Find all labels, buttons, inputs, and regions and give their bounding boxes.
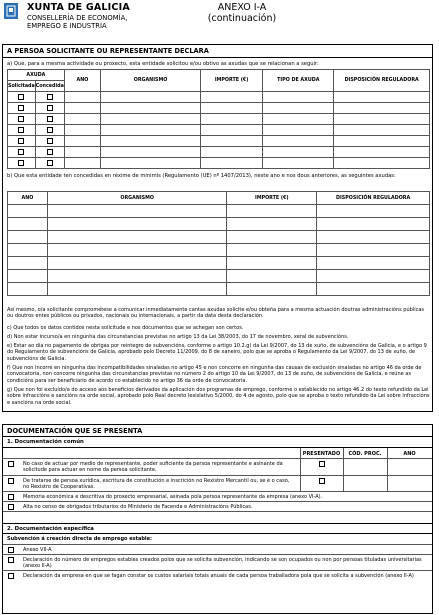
col-cod-proc: CÓD. PROC. <box>348 451 382 457</box>
minimis-table-row <box>8 218 430 231</box>
doc-checkbox[interactable] <box>8 547 14 553</box>
table-cell[interactable] <box>8 283 48 296</box>
documentation-section <box>2 424 433 614</box>
table-cell[interactable] <box>101 147 201 158</box>
table-cell[interactable] <box>263 114 334 125</box>
table-cell[interactable] <box>334 103 430 114</box>
concedida-checkbox-cell[interactable] <box>35 92 64 103</box>
concedida-checkbox-cell[interactable] <box>35 114 64 125</box>
table-cell[interactable] <box>227 283 317 296</box>
department-name: CONSELLERÍA DE ECONOMÍA, EMPREGO E INDUSTRIA <box>27 14 128 30</box>
aid-table-row <box>8 103 430 114</box>
doc-row <box>3 545 432 555</box>
specific-docs-label: Subvención á creación directa de emprego estable: <box>3 534 432 545</box>
minimis-table <box>7 191 430 296</box>
table-cell[interactable] <box>263 125 334 136</box>
doc-row <box>3 502 432 512</box>
section-title: A PERSOA SOLICITANTE OU REPRESENTANTE DECLARA <box>3 45 432 58</box>
table-cell[interactable] <box>101 103 201 114</box>
checkbox[interactable] <box>18 127 24 133</box>
checkbox[interactable] <box>47 105 53 111</box>
table-cell[interactable] <box>47 231 227 244</box>
table-cell[interactable] <box>263 103 334 114</box>
table-cell[interactable] <box>201 158 263 169</box>
doc-checkbox[interactable] <box>8 573 14 579</box>
solicitada-checkbox-cell[interactable] <box>8 103 36 114</box>
col-concedida: Concedida <box>35 81 64 92</box>
doc-label: Declaración do número de empregos estables creados polos que se solicita subvención, indicando se son ocupados ou non por persoas tituladas universitarias (anexo II-A) <box>23 556 422 569</box>
table-cell[interactable] <box>227 270 317 283</box>
aid-group-header: AXUDA <box>8 70 65 81</box>
checkbox[interactable] <box>18 116 24 122</box>
table-cell[interactable] <box>8 218 48 231</box>
statement-c: c) Que todos os datos contidos nesta solicitude e nos documentos que se achegan son certos. <box>7 325 244 331</box>
table-cell[interactable] <box>101 125 201 136</box>
doc-label: Memoria económica e descritiva do proxecto empresarial, asinada pola persoa representante da empresa (anexo VI-A). <box>23 493 323 500</box>
doc-label: Declaración da empresa en que se fagan constar os custos salariais totais anuais de cada persoa traballadora pola que se solicita a subvención (anexo II-A) <box>23 572 414 579</box>
checkbox[interactable] <box>18 138 24 144</box>
table-cell[interactable] <box>64 114 100 125</box>
table-cell[interactable] <box>334 92 430 103</box>
aid-table-row <box>8 92 430 103</box>
table-cell[interactable] <box>263 158 334 169</box>
minimis-table-row <box>8 257 430 270</box>
table-cell[interactable] <box>201 136 263 147</box>
presented-checkbox[interactable] <box>319 461 325 467</box>
specific-docs-header: 2. Documentación específica <box>3 523 432 534</box>
doc-label: No caso de actuar por medio de representante, poder suficiente da persoa representante e asinante da solicitude para actuar en nome da persoa solicitante. <box>23 460 283 473</box>
table-cell[interactable] <box>64 158 100 169</box>
minimis-table-row <box>8 270 430 283</box>
concedida-checkbox-cell[interactable] <box>35 125 64 136</box>
col-ano: ANO <box>8 192 48 205</box>
table-cell[interactable] <box>201 92 263 103</box>
aid-table-row <box>8 125 430 136</box>
doc-checkbox[interactable] <box>8 494 14 500</box>
table-cell[interactable] <box>334 147 430 158</box>
table-cell[interactable] <box>317 218 430 231</box>
annex-title: ANEXO I-A (continuación) <box>207 2 277 24</box>
col-importe: IMPORTE (€) <box>227 192 317 205</box>
solicitada-checkbox-cell[interactable] <box>8 147 36 158</box>
presented-checkbox[interactable] <box>319 478 325 484</box>
table-cell[interactable] <box>317 270 430 283</box>
checkbox[interactable] <box>18 160 24 166</box>
col-tipo: TIPO DE AXUDA <box>263 70 334 92</box>
table-cell[interactable] <box>101 158 201 169</box>
doc-label: De tratarse de persoa xurídica, escritura de constitución e inscrición no Rexistro Mercantil ou, se é o caso, no Rexistro de Cooperativas. <box>23 477 290 490</box>
minimis-table-row <box>8 283 430 296</box>
doc-checkbox[interactable] <box>8 557 14 563</box>
solicitada-checkbox-cell[interactable] <box>8 114 36 125</box>
table-cell[interactable] <box>8 244 48 257</box>
aid-table-row <box>8 136 430 147</box>
concedida-checkbox-cell[interactable] <box>35 103 64 114</box>
statement-e: e) Estar ao día no pagamento de obrigas por reintegro de subvencións, conforme o artigo 10.2.g) da Lei 9/2007, do 13 de xuño, de subvencións de Galicia, e o artigo 9 do Regulamento de subvencións de Galicia, aprobado polo Decreto 11/2009, do 8 de xaneiro, polo que se aproba o Regulamento da Lei 9/2007, do 13 de xuño, de subvencións de Galicia. <box>7 343 427 362</box>
doc-row <box>3 571 432 587</box>
table-cell[interactable] <box>64 103 100 114</box>
aid-table-row <box>8 114 430 125</box>
table-cell[interactable] <box>101 136 201 147</box>
solicitada-checkbox-cell[interactable] <box>8 158 36 169</box>
col-disposicion: DISPOSICIÓN REGULADORA <box>334 70 430 92</box>
solicitada-checkbox-cell[interactable] <box>8 136 36 147</box>
table-cell[interactable] <box>64 125 100 136</box>
question-a: a) Que, para a mesma actividade ou proxecto, esta entidade solicitou e/ou obtivo as axudas que se relacionan a seguir: <box>7 61 319 67</box>
table-cell[interactable] <box>101 114 201 125</box>
doc-columns-header <box>3 448 432 459</box>
table-cell[interactable] <box>263 136 334 147</box>
section-title: DOCUMENTACIÓN QUE SE PRESENTA <box>3 425 432 437</box>
table-cell[interactable] <box>8 270 48 283</box>
table-cell[interactable] <box>201 114 263 125</box>
col-ano: ANO <box>403 451 416 457</box>
solicitada-checkbox-cell[interactable] <box>8 125 36 136</box>
doc-row <box>3 459 432 476</box>
table-cell[interactable] <box>47 244 227 257</box>
table-cell[interactable] <box>8 257 48 270</box>
col-importe: IMPORTE (€) <box>201 70 263 92</box>
col-disposicion: DISPOSICIÓN REGULADORA <box>317 192 430 205</box>
doc-row <box>3 555 432 571</box>
table-cell[interactable] <box>64 92 100 103</box>
col-presentado: PRESENTADO <box>302 451 341 457</box>
checkbox[interactable] <box>47 127 53 133</box>
xunta-logo-icon <box>4 3 18 19</box>
solicitada-checkbox-cell[interactable] <box>8 92 36 103</box>
concedida-checkbox-cell[interactable] <box>35 147 64 158</box>
table-cell[interactable] <box>47 257 227 270</box>
table-cell[interactable] <box>317 205 430 218</box>
table-cell[interactable] <box>227 257 317 270</box>
table-cell[interactable] <box>334 114 430 125</box>
checkbox[interactable] <box>18 149 24 155</box>
statement-f: f) Que non incorre en ningunha das incompatibilidades sinaladas no artigo 45 e non concorre en ningunha das causas de exclusión sinaladas no artigo 46 da orde de convocatoria, non concorre ningunha das circunstancias previstas no número 2 do artigo 10 da Lei 9/2007, do 13 de xuño, de subvencións de Galicia, e reúne as condicións para ser beneficiario de acordo co establecido no artigo 36 da orde de convocatoria. <box>7 365 422 384</box>
table-cell[interactable] <box>334 125 430 136</box>
col-organismo: ORGANISMO <box>101 70 201 92</box>
doc-checkbox[interactable] <box>8 461 14 467</box>
aid-table-row <box>8 158 430 169</box>
org-name: XUNTA DE GALICIA <box>27 2 130 13</box>
table-cell[interactable] <box>47 205 227 218</box>
doc-checkbox[interactable] <box>8 478 14 484</box>
question-b: b) Que esta entidade ten concedidas en réxime de minimis (Regulamento (UE) nº 1407/2013), neste ano e nos dous anteriores, as seguintes axudas: <box>7 173 396 179</box>
table-cell[interactable] <box>317 231 430 244</box>
col-ano: ANO <box>64 70 100 92</box>
table-cell[interactable] <box>317 257 430 270</box>
table-cell[interactable] <box>101 92 201 103</box>
statement-d: d) Non estar incurso/a en ningunha das circunstancias previstas no artigo 13 da Lei 38/2003, do 17 de novembro, xeral de subvencións. <box>7 334 349 340</box>
doc-row <box>3 476 432 492</box>
concedida-checkbox-cell[interactable] <box>35 158 64 169</box>
checkbox[interactable] <box>47 94 53 100</box>
concedida-checkbox-cell[interactable] <box>35 136 64 147</box>
col-solicitada: Solicitada <box>8 81 36 92</box>
table-cell[interactable] <box>47 218 227 231</box>
common-docs-header: 1. Documentación común <box>3 437 432 448</box>
minimis-table-row <box>8 205 430 218</box>
declaration-section <box>2 44 433 412</box>
table-cell[interactable] <box>201 125 263 136</box>
doc-label: Alta no censo de obrigados tributarios do Ministerio de Facenda e Administracións Públicas. <box>23 503 253 510</box>
commitment-text: Así mesmo, o/a solicitante comprométese a comunicar inmediatamente cantas axudas solicite e/ou obteña para a mesma actuación doutras administracións públicas ou doutros entes públicos ou privados, nacionais ou internacionais, a partir da data desta declaración. <box>7 307 425 320</box>
table-cell[interactable] <box>227 205 317 218</box>
checkbox[interactable] <box>47 149 53 155</box>
col-organismo: ORGANISMO <box>47 192 227 205</box>
checkbox[interactable] <box>47 160 53 166</box>
minimis-table-row <box>8 231 430 244</box>
doc-row <box>3 492 432 502</box>
minimis-table-row <box>8 244 430 257</box>
table-cell[interactable] <box>47 270 227 283</box>
checkbox[interactable] <box>18 94 24 100</box>
table-cell[interactable] <box>201 147 263 158</box>
aid-table <box>7 69 430 169</box>
checkbox[interactable] <box>18 105 24 111</box>
table-cell[interactable] <box>64 147 100 158</box>
page-header <box>0 0 439 44</box>
table-cell[interactable] <box>334 136 430 147</box>
table-cell[interactable] <box>8 205 48 218</box>
table-cell[interactable] <box>64 136 100 147</box>
table-cell[interactable] <box>263 147 334 158</box>
checkbox[interactable] <box>47 116 53 122</box>
table-cell[interactable] <box>317 244 430 257</box>
table-cell[interactable] <box>227 231 317 244</box>
table-cell[interactable] <box>8 231 48 244</box>
table-cell[interactable] <box>227 244 317 257</box>
table-cell[interactable] <box>47 283 227 296</box>
doc-checkbox[interactable] <box>8 504 14 510</box>
table-cell[interactable] <box>334 158 430 169</box>
statement-g: g) Que non foi excluído/a do acceso aos beneficios derivados da aplicación dos programas de emprego, conforme o establecido no artigo 46.2 do texto refundido da Lei sobre infraccións e sancións na orde social, aprobado polo Real decreto lexislativo 5/2000, do 4 de agosto, polo que se aproba o texto refundido da Lei sobre infraccións e sancións na orde social. <box>7 387 430 406</box>
table-cell[interactable] <box>227 218 317 231</box>
table-cell[interactable] <box>317 283 430 296</box>
table-cell[interactable] <box>263 92 334 103</box>
table-cell[interactable] <box>201 103 263 114</box>
checkbox[interactable] <box>47 138 53 144</box>
doc-label: Anexo VII-A <box>23 546 52 553</box>
aid-table-row <box>8 147 430 158</box>
